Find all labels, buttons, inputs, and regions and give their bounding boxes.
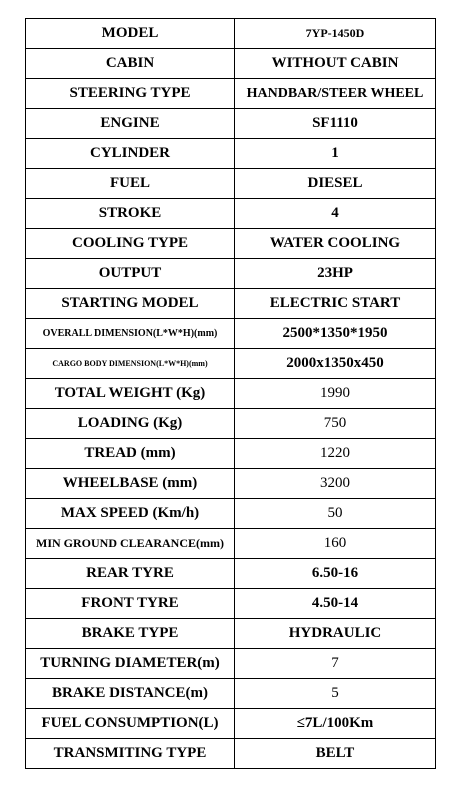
- table-row: [26, 649, 436, 679]
- spec-label: STARTING MODEL: [26, 289, 235, 319]
- table-row: [26, 739, 436, 769]
- spec-label: STROKE: [26, 199, 235, 229]
- table-row: [26, 379, 436, 409]
- table-row: [26, 289, 436, 319]
- table-row: [26, 259, 436, 289]
- table-row: [26, 409, 436, 439]
- spec-label: MODEL: [26, 19, 235, 49]
- table-row: [26, 199, 436, 229]
- spec-label: STEERING TYPE: [26, 79, 235, 109]
- spec-value: SF1110: [235, 109, 436, 139]
- spec-label: CARGO BODY DIMENSION(L*W*H)(mm): [26, 349, 235, 379]
- spec-label: LOADING (Kg): [26, 409, 235, 439]
- spec-value: 23HP: [235, 259, 436, 289]
- spec-label: WHEELBASE (mm): [26, 469, 235, 499]
- spec-label: FUEL: [26, 169, 235, 199]
- table-row: [26, 439, 436, 469]
- spec-label: CABIN: [26, 49, 235, 79]
- table-row: [26, 619, 436, 649]
- spec-value: 7YP-1450D: [235, 19, 436, 49]
- spec-label: TOTAL WEIGHT (Kg): [26, 379, 235, 409]
- spec-value: 2000x1350x450: [235, 349, 436, 379]
- table-row: [26, 139, 436, 169]
- spec-value: HANDBAR/STEER WHEEL: [235, 79, 436, 109]
- spec-value: 3200: [235, 469, 436, 499]
- table-row: [26, 19, 436, 49]
- spec-label: FUEL CONSUMPTION(L): [26, 709, 235, 739]
- spec-label: OUTPUT: [26, 259, 235, 289]
- spec-value: ELECTRIC START: [235, 289, 436, 319]
- spec-table: [25, 18, 436, 769]
- spec-value: 50: [235, 499, 436, 529]
- spec-value: 2500*1350*1950: [235, 319, 436, 349]
- spec-label: TURNING DIAMETER(m): [26, 649, 235, 679]
- table-row: [26, 319, 436, 349]
- table-row: [26, 229, 436, 259]
- table-row: [26, 79, 436, 109]
- table-row: [26, 559, 436, 589]
- table-row: [26, 589, 436, 619]
- spec-label: BRAKE TYPE: [26, 619, 235, 649]
- spec-value: 1990: [235, 379, 436, 409]
- table-row: [26, 49, 436, 79]
- spec-label: MAX SPEED (Km/h): [26, 499, 235, 529]
- table-row: [26, 469, 436, 499]
- table-row: [26, 169, 436, 199]
- spec-value: 160: [235, 529, 436, 559]
- table-row: [26, 499, 436, 529]
- spec-label: TREAD (mm): [26, 439, 235, 469]
- spec-label: TRANSMITING TYPE: [26, 739, 235, 769]
- spec-value: 6.50-16: [235, 559, 436, 589]
- table-row: [26, 709, 436, 739]
- spec-value: DIESEL: [235, 169, 436, 199]
- spec-value: ≤7L/100Km: [235, 709, 436, 739]
- spec-value: 1: [235, 139, 436, 169]
- spec-value: 7: [235, 649, 436, 679]
- spec-value: WATER COOLING: [235, 229, 436, 259]
- spec-value: HYDRAULIC: [235, 619, 436, 649]
- spec-value: 750: [235, 409, 436, 439]
- spec-value: BELT: [235, 739, 436, 769]
- spec-label: BRAKE DISTANCE(m): [26, 679, 235, 709]
- table-row: [26, 109, 436, 139]
- table-row: [26, 349, 436, 379]
- spec-label: ENGINE: [26, 109, 235, 139]
- spec-label: MIN GROUND CLEARANCE(mm): [26, 529, 235, 559]
- spec-label: OVERALL DIMENSION(L*W*H)(mm): [26, 319, 235, 349]
- spec-label: REAR TYRE: [26, 559, 235, 589]
- spec-value: 4.50-14: [235, 589, 436, 619]
- spec-label: COOLING TYPE: [26, 229, 235, 259]
- spec-value: 5: [235, 679, 436, 709]
- spec-value: 1220: [235, 439, 436, 469]
- spec-label: CYLINDER: [26, 139, 235, 169]
- table-row: [26, 679, 436, 709]
- table-row: [26, 529, 436, 559]
- spec-label: FRONT TYRE: [26, 589, 235, 619]
- spec-value: 4: [235, 199, 436, 229]
- spec-value: WITHOUT CABIN: [235, 49, 436, 79]
